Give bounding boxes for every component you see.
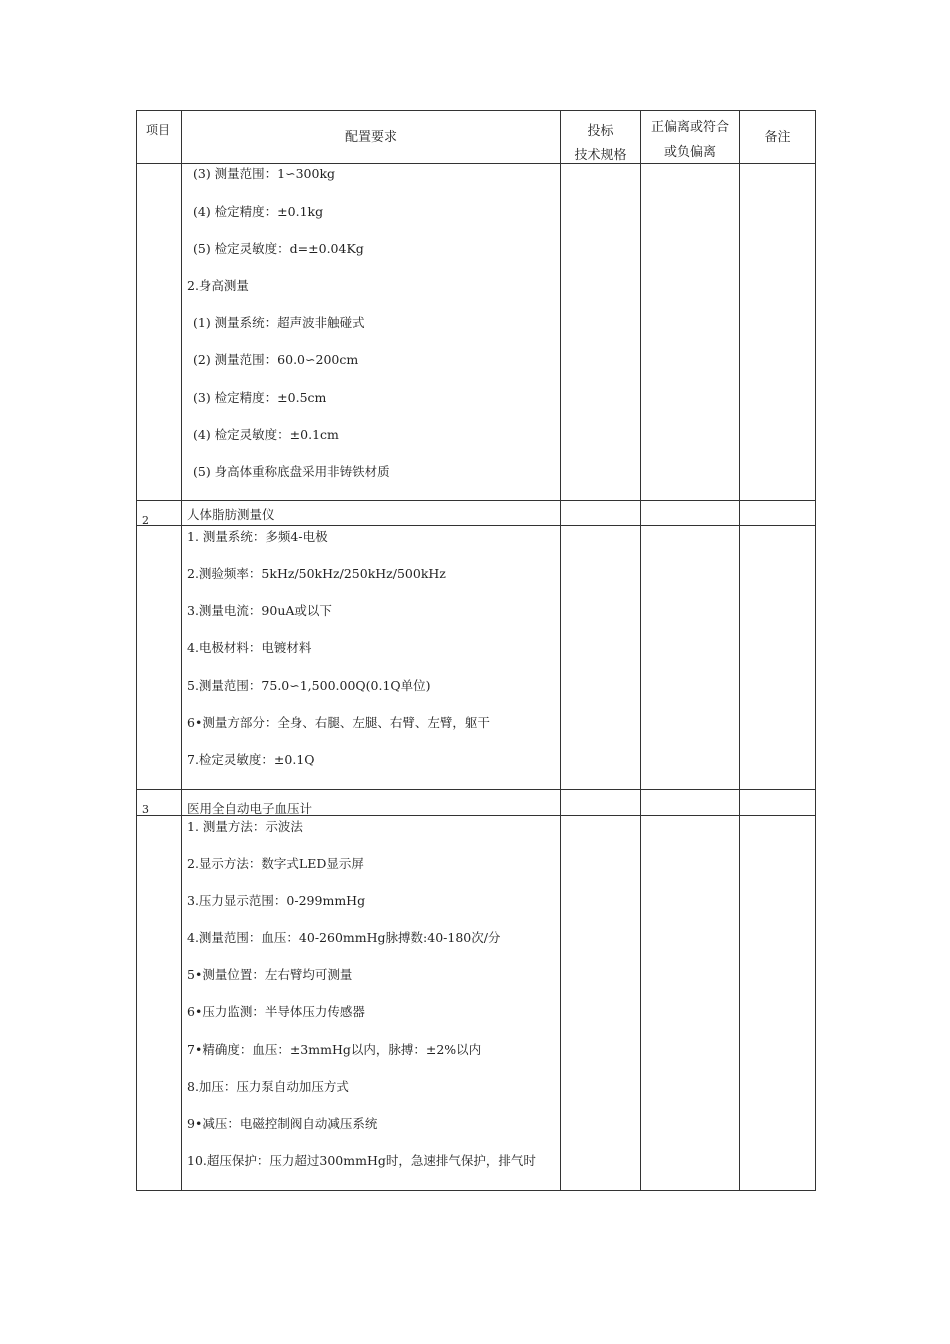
- requirement-line: 6•测量方部分：全身、右腿、左腿、右臂、左臂，躯干: [187, 715, 490, 730]
- requirement-line: 2.身高测量: [187, 278, 249, 293]
- column-divider: [181, 110, 182, 1191]
- row-divider: [136, 525, 816, 526]
- requirement-line: (1) 测量系统：超声波非触碰式: [193, 315, 365, 330]
- requirement-line: 8.加压：压力泵自动加压方式: [187, 1079, 349, 1094]
- requirement-line: 7.检定灵敏度：±0.1Q: [187, 752, 315, 767]
- section-title: 人体脂肪测量仪: [187, 507, 275, 522]
- requirement-line: 1. 测量方法：示波法: [187, 819, 303, 834]
- column-divider: [739, 110, 740, 1191]
- requirement-line: (5) 检定灵敏度：d=±0.04Kg: [193, 241, 364, 256]
- requirement-line: 7•精确度：血压：±3mmHg以内，脉搏：±2%以内: [187, 1042, 482, 1057]
- requirement-line: 3.压力显示范围：0-299mmHg: [187, 893, 366, 908]
- requirement-line: (4) 检定精度：±0.1kg: [193, 204, 324, 219]
- requirement-line: 9•减压：电磁控制阀自动减压系统: [187, 1116, 378, 1131]
- header-bid-spec-line1: 投标: [587, 124, 614, 139]
- requirement-line: (4) 检定灵敏度：±0.1cm: [193, 427, 339, 442]
- spec-table: [136, 110, 816, 1191]
- requirement-line: 4.测量范围：血压：40-260mmHg脉搏数:40-180次/分: [187, 930, 501, 945]
- table-border-right: [815, 110, 816, 1191]
- section-number: 3: [142, 803, 149, 816]
- header-requirement: 配置要求: [344, 130, 397, 145]
- row-divider: [136, 500, 816, 501]
- requirement-line: 10.超压保护：压力超过300mmHg时，急速排气保护，排气时: [187, 1153, 536, 1168]
- requirement-line: (2) 测量范围：60.0∽200cm: [193, 352, 359, 367]
- requirement-line: 6•压力监测：半导体压力传感器: [187, 1004, 365, 1019]
- requirement-line: 1. 测量系统：多频4-电极: [187, 529, 328, 544]
- requirement-line: 2.显示方法：数字式LED显示屏: [187, 856, 364, 871]
- section-number: 2: [142, 514, 149, 527]
- requirement-line: 2.测验频率：5kHz/50kHz/250kHz/500kHz: [187, 566, 446, 581]
- column-divider: [640, 110, 641, 1191]
- table-border-left: [136, 110, 137, 1191]
- requirement-line: 4.电极材料：电镀材料: [187, 640, 312, 655]
- header-deviation-line1: 正偏离或符合: [650, 120, 729, 135]
- row-divider: [136, 789, 816, 790]
- requirement-line: (5) 身高体重称底盘采用非铸铁材质: [193, 464, 390, 479]
- requirement-line: 5.测量范围：75.0∽1,500.00Q(0.1Q单位): [187, 678, 431, 693]
- section-title: 医用全自动电子血压计: [187, 801, 313, 816]
- requirement-line: (3) 检定精度：±0.5cm: [193, 390, 327, 405]
- table-border-bottom: [136, 1190, 816, 1191]
- header-divider: [136, 163, 816, 164]
- header-item: 项目: [145, 123, 170, 137]
- table-border-top: [136, 110, 816, 111]
- requirement-line: 5•测量位置：左右臂均可测量: [187, 967, 353, 982]
- column-divider: [560, 110, 561, 1191]
- header-deviation-line2: 或负偏离: [663, 145, 716, 160]
- requirement-line: (3) 测量范围：1∽300kg: [193, 166, 336, 181]
- header-bid-spec-line2: 技术规格: [574, 148, 627, 163]
- header-remarks: 备注: [764, 130, 791, 145]
- requirement-line: 3.测量电流：90uA或以下: [187, 603, 332, 618]
